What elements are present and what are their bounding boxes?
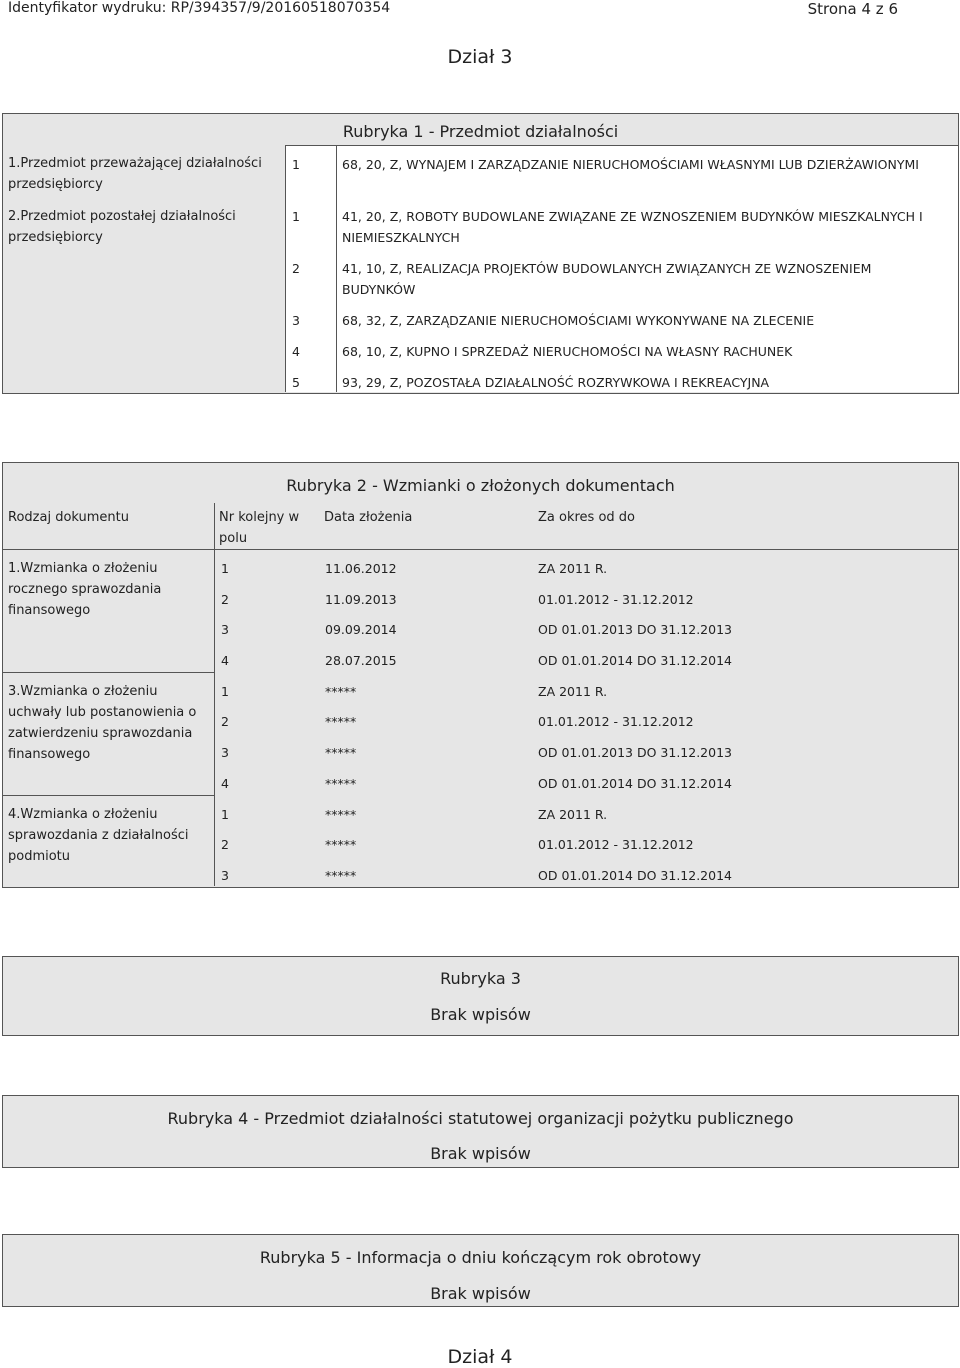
document-nr: 4 (221, 776, 229, 791)
document-nr: 3 (221, 868, 229, 883)
document-date: ***** (325, 714, 357, 729)
document-nr: 4 (221, 653, 229, 668)
rubryka2-table (2, 462, 959, 888)
activity-nr: 3 (292, 313, 300, 328)
document-period: OD 01.01.2014 DO 31.12.2014 (538, 776, 732, 791)
document-type: 4.Wzmianka o złożeniu sprawozdania z działalności podmiotu (8, 807, 189, 864)
activity-text: 68, 20, Z, WYNAJEM I ZARZĄDZANIE NIERUCHOMOŚCIAMI WŁASNYMI LUB DZIERŻAWIONYMI (342, 157, 919, 172)
document-period: 01.01.2012 - 31.12.2012 (538, 714, 694, 729)
activity-text: 41, 20, Z, ROBOTY BUDOWLANE ZWIĄZANE ZE WZNOSZENIEM BUDYNKÓW MIESZKALNYCH I NIEMIESZKALNYCH (342, 209, 923, 245)
activity-text: 68, 32, Z, ZARZĄDZANIE NIERUCHOMOŚCIAMI WYKONYWANE NA ZLECENIE (342, 313, 815, 328)
document-date: 11.06.2012 (325, 561, 397, 576)
document-period: ZA 2011 R. (538, 684, 608, 699)
document-date: ***** (325, 868, 357, 883)
document-nr: 1 (221, 561, 229, 576)
document-nr: 2 (221, 714, 229, 729)
activity-nr: 4 (292, 344, 300, 359)
rubryka4-box (2, 1095, 959, 1168)
document-date: 28.07.2015 (325, 653, 397, 668)
document-period: OD 01.01.2014 DO 31.12.2014 (538, 868, 732, 883)
document-nr: 1 (221, 684, 229, 699)
rubryka5-box (2, 1234, 959, 1307)
main-activity-label: 1.Przedmiot przeważającej działalności przedsiębiorcy (8, 156, 262, 192)
activity-nr: 1 (292, 157, 300, 172)
document-period: ZA 2011 R. (538, 807, 608, 822)
activity-nr: 1 (292, 209, 300, 224)
other-activity-label: 2.Przedmiot pozostałej działalności przedsiębiorcy (8, 209, 236, 245)
rubryka1-table (2, 113, 959, 394)
page-number: Strona 4 z 6 (807, 0, 898, 18)
rubryka2-title: Rubryka 2 - Wzmianki o złożonych dokumentach (286, 476, 675, 495)
document-period: 01.01.2012 - 31.12.2012 (538, 592, 694, 607)
section-title: Dział 3 (447, 46, 513, 68)
document-date: ***** (325, 684, 357, 699)
document-type: 3.Wzmianka o złożeniu uchwały lub postanowienia o zatwierdzeniu sprawozdania finansowego (8, 684, 197, 762)
print-identifier: Identyfikator wydruku: RP/394357/9/20160518070354 (8, 0, 391, 16)
rubryka4-title: Rubryka 4 - Przedmiot działalności statutowej organizacji pożytku publicznego (167, 1109, 794, 1128)
document-date: 09.09.2014 (325, 622, 397, 637)
rubryka3-value: Brak wpisów (430, 1005, 531, 1024)
document-nr: 2 (221, 837, 229, 852)
document-date: ***** (325, 807, 357, 822)
column-header-date: Data złożenia (324, 510, 413, 525)
document-nr: 3 (221, 745, 229, 760)
activity-text: 93, 29, Z, POZOSTAŁA DZIAŁALNOŚĆ ROZRYWKOWA I REKREACYJNA (342, 375, 770, 390)
document-period: OD 01.01.2013 DO 31.12.2013 (538, 622, 732, 637)
document-nr: 2 (221, 592, 229, 607)
rubryka5-value: Brak wpisów (430, 1284, 531, 1303)
document-date: ***** (325, 837, 357, 852)
document-period: OD 01.01.2013 DO 31.12.2013 (538, 745, 732, 760)
document-type: 1.Wzmianka o złożeniu rocznego sprawozdania finansowego (8, 561, 162, 618)
document-period: 01.01.2012 - 31.12.2012 (538, 837, 694, 852)
document-date: ***** (325, 776, 357, 791)
rubryka4-value: Brak wpisów (430, 1144, 531, 1163)
rubryka1-title: Rubryka 1 - Przedmiot działalności (342, 122, 619, 141)
rubryka3-box (2, 956, 959, 1036)
document-period: OD 01.01.2014 DO 31.12.2014 (538, 653, 732, 668)
document-nr: 1 (221, 807, 229, 822)
next-section-title: Dział 4 (447, 1346, 513, 1368)
document-nr: 3 (221, 622, 229, 637)
document-period: ZA 2011 R. (538, 561, 608, 576)
activity-nr: 2 (292, 261, 300, 276)
column-header-period: Za okres od do (538, 510, 635, 525)
rubryka5-title: Rubryka 5 - Informacja o dniu kończącym rok obrotowy (259, 1248, 702, 1267)
document-date: 11.09.2013 (325, 592, 397, 607)
column-header-type: Rodzaj dokumentu (8, 510, 129, 525)
document-date: ***** (325, 745, 357, 760)
rubryka3-title: Rubryka 3 (440, 969, 521, 988)
activity-text: 68, 10, Z, KUPNO I SPRZEDAŻ NIERUCHOMOŚCI NA WŁASNY RACHUNEK (342, 344, 793, 359)
activity-text: 41, 10, Z, REALIZACJA PROJEKTÓW BUDOWLANYCH ZWIĄZANYCH ZE WZNOSZENIEM BUDYNKÓW (342, 261, 872, 297)
activity-nr: 5 (292, 375, 300, 390)
column-header-nr: Nr kolejny w polu (219, 510, 300, 546)
